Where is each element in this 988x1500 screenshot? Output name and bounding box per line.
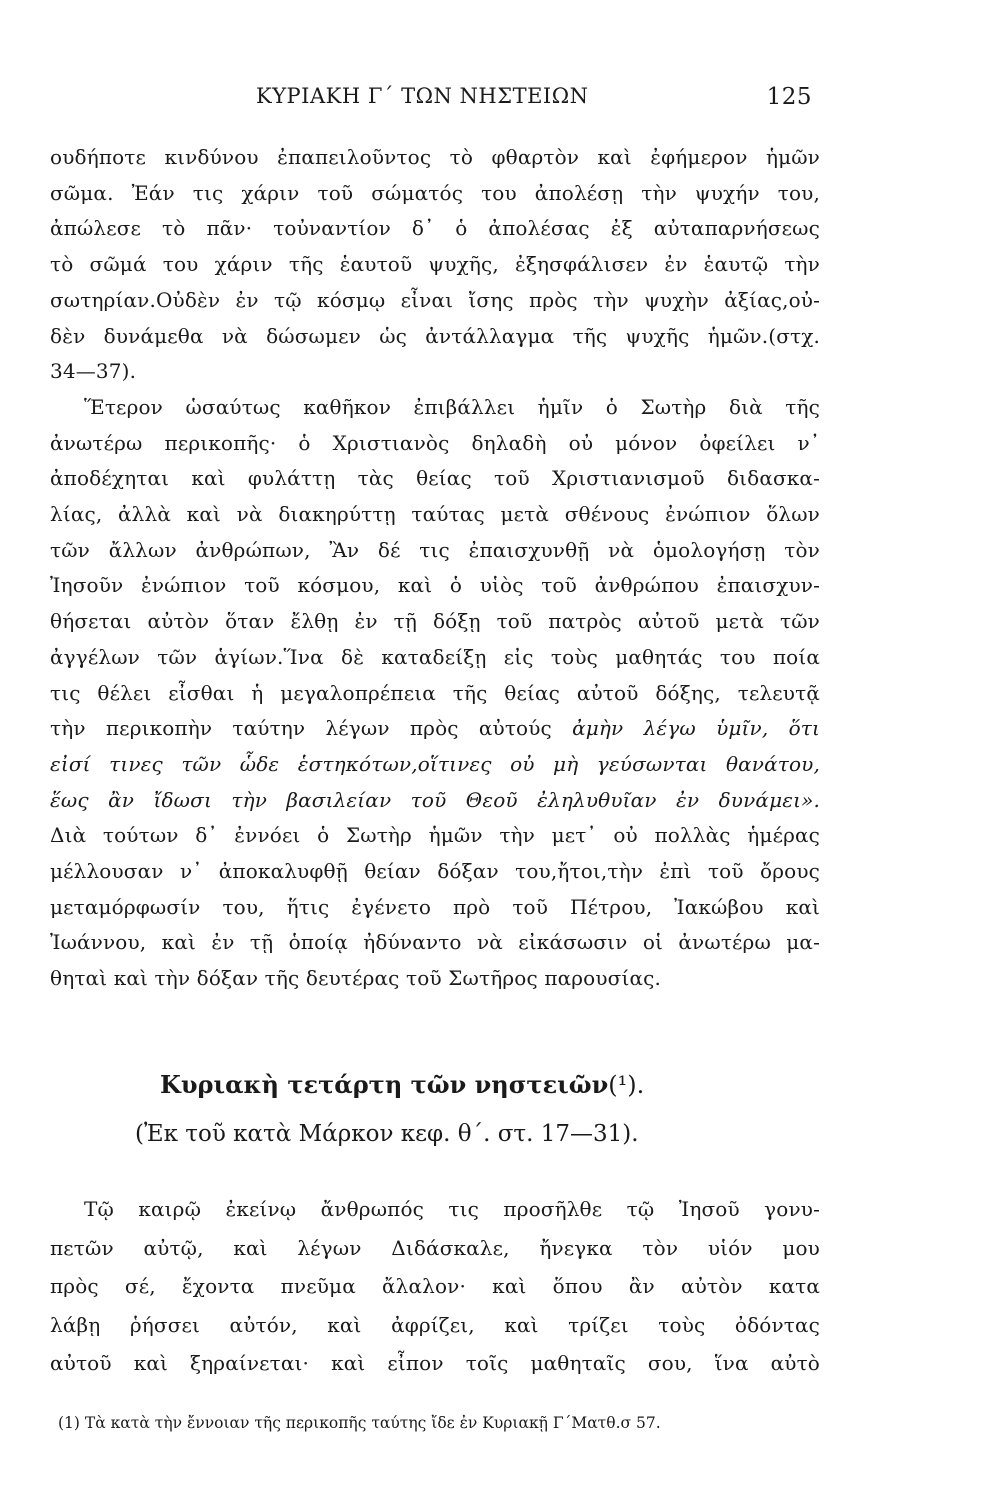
text-line: Ἕτερον ὡσαύτως καθῆκον ἐπιβάλλει ἡμῖν ὁ Σωτὴρ διὰ τῆς — [84, 394, 820, 419]
section-subtitle: (Ἐκ τοῦ κατὰ Μάρκον κεφ. θ΄. στ. 17—31). — [135, 1121, 639, 1147]
text-line: τὸ σῶμά του χάριν τῆς ἑαυτοῦ ψυχῆς, ἐξησφάλισεν ἐν ἑαυτῷ τὴν — [50, 252, 820, 277]
text-line: μεταμόρφωσίν του, ἥτις ἐγένετο πρὸ τοῦ Πέτρου, Ἰακώβου καὶ — [50, 894, 820, 919]
text-line: ἀπώλεσε τὸ πᾶν· τοὐναντίον δ᾽ ὁ ἀπολέσας ἐξ αὐταπαρνήσεως — [50, 216, 820, 241]
footnote-marker: (¹). — [608, 1071, 645, 1099]
running-title: ΚΥΡΙΑΚΗ Γ΄ ΤΩΝ ΝΗΣΤΕΙΩΝ — [256, 84, 589, 108]
quote-lead: ἀμὴν λέγω ὑμῖν, ὅτι — [572, 716, 820, 741]
quote-line: εἰσί τινες τῶν ὧδε ἑστηκότων,οἵτινες οὐ μὴ γεύσωνται θανάτου, — [50, 751, 820, 776]
text-line: τις θέλει εἶσθαι ἡ μεγαλοπρέπεια τῆς θείας αὐτοῦ δόξης, τελευτᾷ — [50, 680, 820, 705]
text-line: σωτηρίαν.Οὐδὲν ἐν τῷ κόσμῳ εἶναι ἴσης πρὸς τὴν ψυχὴν ἀξίας,οὐ- — [50, 287, 820, 312]
text-line: Ἰησοῦν ἐνώπιον τοῦ κόσμου, καὶ ὁ υἱὸς τοῦ ἀνθρώπου ἐπαισχυν- — [50, 573, 820, 598]
text-line: λίας, ἀλλὰ καὶ νὰ διακηρύττῃ ταύτας μετὰ σθένους ἐνώπιον ὅλων — [50, 502, 820, 527]
text-line: Διὰ τούτων δ᾽ ἐννόει ὁ Σωτὴρ ἡμῶν τὴν μετ᾽ οὐ πολλὰς ἡμέρας — [50, 823, 820, 848]
body-text — [50, 140, 820, 997]
text-line: μέλλουσαν ν᾽ ἀποκαλυφθῇ θείαν δόξαν του,ἤτοι,τὴν ἐπὶ τοῦ ὄρους — [50, 859, 820, 884]
text-line: θήσεται αὐτὸν ὅταν ἔλθῃ ἐν τῇ δόξῃ τοῦ πατρὸς αὐτοῦ μετὰ τῶν — [50, 609, 820, 634]
text-line: σῶμα. Ἐάν τις χάριν τοῦ σώματός του ἀπολέσῃ τὴν ψυχήν του, — [50, 180, 820, 205]
text-line — [50, 711, 820, 747]
text-line: τῶν ἄλλων ἀνθρώπων, Ἂν δέ τις ἐπαισχυνθῇ νὰ ὁμολογήσῃ τὸν — [50, 537, 820, 562]
text-line: ουδήποτε κινδύνου ἐπαπειλοῦντος τὸ φθαρτὸν καὶ ἐφήμερον ἡμῶν — [50, 145, 820, 169]
text-line: αὐτοῦ καὶ ξηραίνεται· καὶ εἶπον τοῖς μαθηταῖς σου, ἵνα αὐτὸ — [50, 1351, 820, 1376]
page-header — [50, 84, 812, 118]
quote-line: ἕως ἂν ἴδωσι τὴν βασιλείαν τοῦ Θεοῦ ἐληλυθυῖαν ἐν δυνάμει». — [50, 787, 820, 812]
section-title — [160, 1070, 760, 1099]
text-line: πρὸς σέ, ἔχοντα πνεῦμα ἄλαλον· καὶ ὅπου ἂν αὐτὸν κατα — [50, 1274, 820, 1299]
text-line: λάβῃ ῥήσσει αὐτόν, καὶ ἀφρίζει, καὶ τρίζει τοὺς ὀδόντας — [50, 1312, 820, 1337]
text-line: ἀγγέλων τῶν ἁγίων.Ἵνα δὲ καταδείξῃ εἰς τοὺς μαθητάς του ποία — [50, 644, 820, 669]
text-line: δὲν δυνάμεθα νὰ δώσωμεν ὡς ἀντάλλαγμα τῆς ψυχῆς ἡμῶν.(στχ. — [50, 323, 820, 348]
section-title-text: Κυριακὴ τετάρτη τῶν νηστειῶν — [160, 1070, 609, 1099]
section-body — [50, 1190, 820, 1383]
text-line-segment: τὴν περικοπὴν ταύτην λέγων πρὸς αὐτούς — [50, 716, 552, 741]
footnote: (1) Τὰ κατὰ τὴν ἔννοιαν τῆς περικοπῆς ταύτης ἴδε ἐν Κυριακῇ Γ΄Ματθ.σ 57. — [58, 1414, 661, 1432]
text-line: πετῶν αὐτῷ, καὶ λέγων Διδάσκαλε, ἤνεγκα τὸν υἱόν μου — [50, 1235, 820, 1260]
text-line: ἀνωτέρω περικοπῆς· ὁ Χριστιανὸς δηλαδὴ οὐ μόνον ὀφείλει ν᾽ — [50, 430, 820, 455]
text-line: Ἰωάννου, καὶ ἐν τῇ ὁποίᾳ ἠδύναντο νὰ εἰκάσωσιν οἱ ἀνωτέρω μα- — [50, 930, 820, 955]
text-line: 34—37). — [50, 359, 137, 384]
page-number: 125 — [766, 84, 812, 110]
text-line: θηταὶ καὶ τὴν δόξαν τῆς δευτέρας τοῦ Σωτῆρος παρουσίας. — [50, 966, 661, 991]
text-line: Τῷ καιρῷ ἐκείνῳ ἄνθρωπός τις προσῆλθε τῷ Ἰησοῦ γονυ- — [84, 1197, 820, 1221]
text-line: ἀποδέχηται καὶ φυλάττῃ τὰς θείας τοῦ Χριστιανισμοῦ διδασκα- — [50, 466, 820, 491]
